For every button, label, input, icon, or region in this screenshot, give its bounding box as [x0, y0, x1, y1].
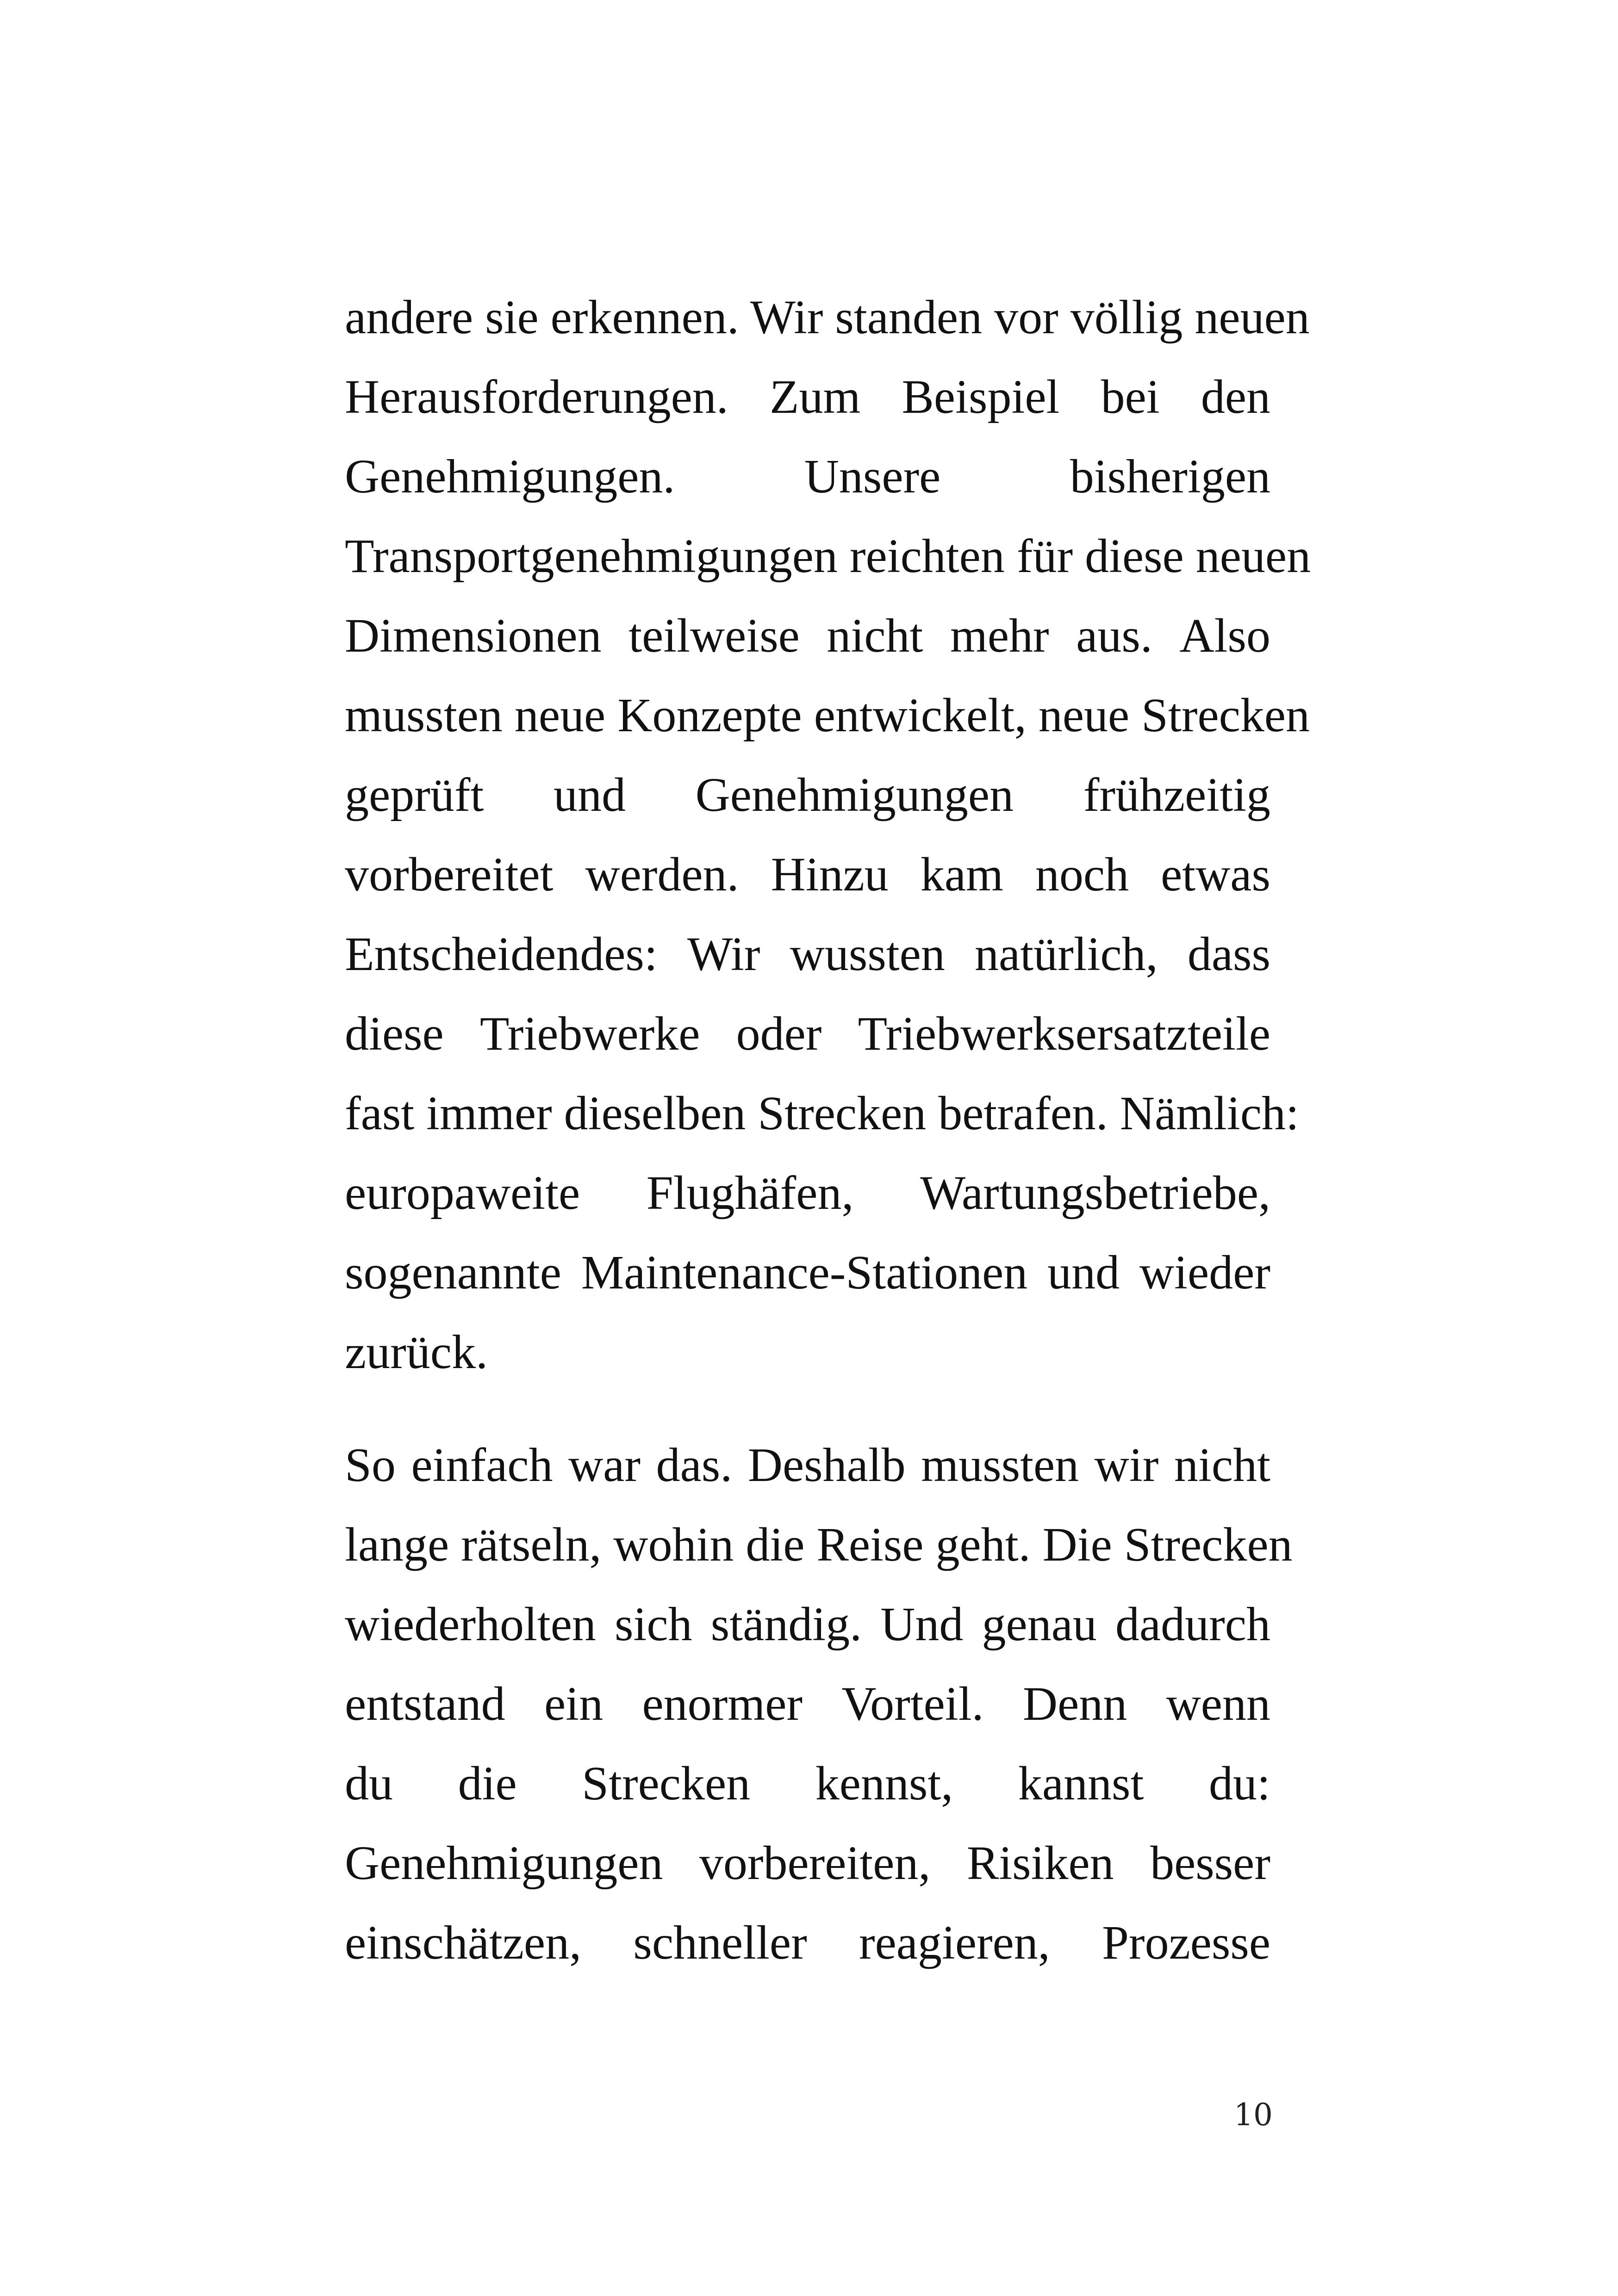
text-line	[345, 1823, 1270, 1903]
word: bei	[1101, 370, 1160, 423]
word: mehr	[950, 609, 1049, 662]
text-line	[345, 1233, 1270, 1313]
word: Unsere	[804, 450, 941, 503]
word: war	[568, 1438, 641, 1492]
word: Triebwerke	[479, 1007, 700, 1060]
word: ständig.	[710, 1598, 862, 1651]
word: Risiken	[966, 1836, 1114, 1890]
word: dadurch	[1115, 1598, 1270, 1651]
word: sich	[615, 1598, 692, 1651]
text-line: Transportgenehmigungen reichten für diese neuen	[345, 529, 1311, 583]
word: schneller	[633, 1916, 807, 1969]
text-line	[345, 437, 1270, 516]
word: Wir	[687, 927, 760, 981]
word: und	[1047, 1246, 1120, 1299]
text-line	[345, 1585, 1270, 1664]
text-line	[345, 1664, 1270, 1744]
word: Beispiel	[902, 370, 1060, 423]
word: Und	[880, 1598, 964, 1651]
word: etwas	[1161, 848, 1270, 901]
word: wieder	[1139, 1246, 1270, 1299]
word: Also	[1179, 609, 1270, 662]
word: So	[345, 1438, 396, 1492]
word: Deshalb	[747, 1438, 906, 1492]
word: kam	[920, 848, 1003, 901]
text-line	[345, 1153, 1270, 1233]
word: Wartungsbetriebe,	[920, 1166, 1270, 1220]
text-line: fast immer dieselben Strecken betrafen. Nämlich:	[345, 1087, 1299, 1140]
word: enormer	[642, 1677, 803, 1730]
word: das.	[656, 1438, 733, 1492]
word: Denn	[1023, 1677, 1127, 1730]
word: Genehmigungen	[695, 768, 1014, 821]
text-line	[345, 835, 1270, 915]
text-line: zurück.	[345, 1325, 488, 1379]
word: wiederholten	[345, 1598, 596, 1651]
word: Flughäfen,	[646, 1166, 854, 1220]
word: nicht	[827, 609, 923, 662]
word: Strecken	[582, 1757, 751, 1810]
text-line	[345, 994, 1270, 1074]
word: noch	[1035, 848, 1129, 901]
text-line	[345, 1903, 1270, 1983]
word: wir	[1094, 1438, 1159, 1492]
word: die	[458, 1757, 517, 1810]
word: den	[1201, 370, 1270, 423]
word: Zum	[769, 370, 861, 423]
word: Vorteil.	[841, 1677, 984, 1730]
word: wussten	[790, 927, 945, 981]
word: vorbereitet	[345, 848, 554, 901]
word: diese	[345, 1007, 444, 1060]
word: einfach	[411, 1438, 553, 1492]
text-line	[345, 1744, 1270, 1823]
word: frühzeitig	[1083, 768, 1270, 821]
word: Herausforderungen.	[345, 370, 728, 423]
word: und	[554, 768, 626, 821]
word: aus.	[1076, 609, 1152, 662]
text-line: lange rätseln, wohin die Reise geht. Die Strecken	[345, 1518, 1293, 1571]
word: werden.	[585, 848, 739, 901]
text-line: mussten neue Konzepte entwickelt, neue Strecken	[345, 689, 1310, 742]
word: genau	[982, 1598, 1097, 1651]
word: Entscheidendes:	[345, 927, 658, 981]
word: du	[345, 1757, 393, 1810]
text-line	[345, 596, 1270, 676]
word: oder	[736, 1007, 822, 1060]
word: Prozesse	[1102, 1916, 1270, 1969]
text-line	[345, 755, 1270, 835]
word: reagieren,	[859, 1916, 1050, 1969]
text-line	[345, 1425, 1270, 1505]
page-number: 10	[1234, 2097, 1273, 2133]
word: entstand	[345, 1677, 505, 1730]
word: einschätzen,	[345, 1916, 582, 1969]
word: ein	[544, 1677, 604, 1730]
word: nicht	[1174, 1438, 1270, 1492]
word: bisherigen	[1070, 450, 1270, 503]
word: besser	[1150, 1836, 1270, 1890]
word: Dimensionen	[345, 609, 602, 662]
word: kennst,	[815, 1757, 953, 1810]
text-line: andere sie erkennen. Wir standen vor völlig neuen	[345, 291, 1310, 344]
word: europaweite	[345, 1166, 580, 1220]
word: wenn	[1166, 1677, 1270, 1730]
word: teilweise	[629, 609, 800, 662]
word: mussten	[921, 1438, 1079, 1492]
word: Genehmigungen	[345, 1836, 663, 1890]
word: Triebwerksersatzteile	[858, 1007, 1270, 1060]
word: geprüft	[345, 768, 484, 821]
word: sogenannte	[345, 1246, 561, 1299]
word: Genehmigungen.	[345, 450, 675, 503]
text-line	[345, 357, 1270, 437]
word: du:	[1209, 1757, 1270, 1810]
word: Hinzu	[771, 848, 889, 901]
word: natürlich,	[975, 927, 1158, 981]
word: dass	[1187, 927, 1270, 981]
paragraph-2	[345, 1425, 1293, 1983]
paragraph-1	[345, 278, 1311, 1392]
word: vorbereiten,	[699, 1836, 931, 1890]
word: kannst	[1018, 1757, 1144, 1810]
text-line	[345, 915, 1270, 994]
word: Maintenance-Stationen	[581, 1246, 1028, 1299]
